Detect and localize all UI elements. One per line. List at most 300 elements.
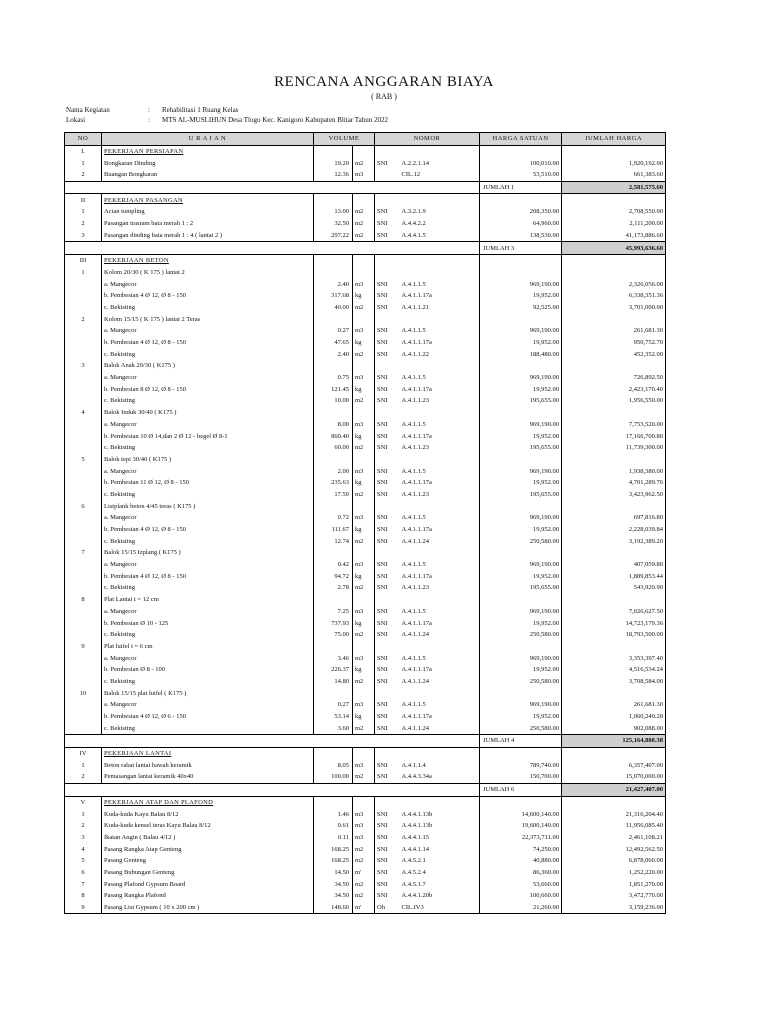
cell-no: 2 xyxy=(65,169,102,181)
cell-code xyxy=(375,267,400,279)
cell-no xyxy=(65,559,102,571)
cell-uraian: Kolom 15/15 ( K 175 ) lantai 2 Teras xyxy=(102,313,314,325)
cell-uraian: Ikatan Angin ( Balau 4/12 ) xyxy=(102,832,314,844)
subtotal-label: JUMLAH 4 xyxy=(480,735,562,748)
cell-unit: m' xyxy=(353,867,375,879)
cell-uraian: Buangan Bongkaran xyxy=(102,169,314,181)
cell-jumlah-harga: 7,026,627.50 xyxy=(562,606,666,618)
cell-harga-satuan: 969,190.00 xyxy=(480,372,562,384)
cell-uraian: a. Mangecor xyxy=(102,419,314,431)
cell-uraian: a. Mangecor xyxy=(102,465,314,477)
table-row xyxy=(65,512,666,524)
cell-volume: 8.00 xyxy=(314,419,353,431)
group-row xyxy=(65,313,666,325)
cell-volume: 14.80 xyxy=(314,676,353,688)
table-row xyxy=(65,878,666,890)
cell-harga-satuan: 19,952.00 xyxy=(480,524,562,536)
cell-code: SNI xyxy=(375,465,400,477)
page-subtitle: ( RAB ) xyxy=(371,92,397,101)
cell-uraian: Plat luifel t = 6 cm xyxy=(102,641,314,653)
cell-unit: m3 xyxy=(353,465,375,477)
cell-volume xyxy=(314,687,353,699)
cell-nomor xyxy=(400,594,480,606)
cell-uraian: Beton rabat lantai bawah keramik xyxy=(102,759,314,771)
cell-unit: kg xyxy=(353,383,375,395)
cell-unit: m2 xyxy=(353,771,375,783)
cell-volume: 168.25 xyxy=(314,843,353,855)
cell-unit: m3 xyxy=(353,820,375,832)
subtotal-value: 21,427,407.00 xyxy=(562,783,666,796)
cell-harga-satuan: 74,250.00 xyxy=(480,843,562,855)
table-row xyxy=(65,430,666,442)
cell-uraian: a. Mangecor xyxy=(102,652,314,664)
cell-uraian: PEKERJAAN BETON xyxy=(102,254,314,266)
cell-jumlah-harga xyxy=(562,500,666,512)
cell-harga-satuan: 969,190.00 xyxy=(480,606,562,618)
cell-no: 7 xyxy=(65,547,102,559)
cell-code xyxy=(375,547,400,559)
meta-kegiatan xyxy=(66,106,238,114)
cell-no: 4 xyxy=(65,843,102,855)
cell-unit: kg xyxy=(353,570,375,582)
cell-harga-satuan: 40,880.00 xyxy=(480,855,562,867)
cell-code xyxy=(375,313,400,325)
cell-jumlah-harga: 6,357,407.00 xyxy=(562,759,666,771)
cell-unit: m3 xyxy=(353,606,375,618)
cell-jumlah-harga: 3,353,397.40 xyxy=(562,652,666,664)
table-row xyxy=(65,559,666,571)
cell-code: SNI xyxy=(375,512,400,524)
cell-harga-satuan: 150,700.00 xyxy=(480,771,562,783)
cell-nomor: A.4.4.1.20b xyxy=(400,890,480,902)
cell-no: 9 xyxy=(65,641,102,653)
cell-code: SNI xyxy=(375,699,400,711)
cell-unit xyxy=(353,500,375,512)
table-row xyxy=(65,489,666,501)
cell-unit xyxy=(353,454,375,466)
cell-code: SNI xyxy=(375,535,400,547)
cell-uraian: a. Mangecor xyxy=(102,512,314,524)
cell-nomor xyxy=(400,796,480,808)
cell-volume: 226.37 xyxy=(314,664,353,676)
cell-jumlah-harga: 1,956,550.00 xyxy=(562,395,666,407)
cell-volume xyxy=(314,796,353,808)
cell-no: 2 xyxy=(65,218,102,230)
cell-harga-satuan: 789,740.00 xyxy=(480,759,562,771)
cell-uraian: a. Mangecor xyxy=(102,559,314,571)
cell-uraian: Listplank beton 4/45 teras ( K175 ) xyxy=(102,500,314,512)
cell-jumlah-harga: 3,192,389.20 xyxy=(562,535,666,547)
cell-unit: m3 xyxy=(353,832,375,844)
cell-harga-satuan: 19,952.00 xyxy=(480,430,562,442)
cell-code: SNI xyxy=(375,606,400,618)
cell-code xyxy=(375,360,400,372)
table-row xyxy=(65,524,666,536)
meta-lokasi-label: Lokasi xyxy=(66,116,86,124)
table-row xyxy=(65,711,666,723)
cell-jumlah-harga: 2,111,200.00 xyxy=(562,218,666,230)
cell-no: 1 xyxy=(65,808,102,820)
cell-jumlah-harga xyxy=(562,267,666,279)
cell-jumlah-harga: 6,338,351.36 xyxy=(562,290,666,302)
subtotal-spacer xyxy=(65,735,480,748)
cell-no xyxy=(65,477,102,489)
cell-uraian: Plat Lantai t = 12 cm xyxy=(102,594,314,606)
cell-volume xyxy=(314,594,353,606)
cell-harga-satuan xyxy=(480,254,562,266)
cell-no: 1 xyxy=(65,206,102,218)
cell-harga-satuan: 19,952.00 xyxy=(480,290,562,302)
cell-jumlah-harga: 18,793,500.00 xyxy=(562,629,666,641)
table-row xyxy=(65,535,666,547)
cell-code: SNI xyxy=(375,890,400,902)
cell-nomor: A.4.4.3.34a xyxy=(400,771,480,783)
cell-nomor: A.4.1.1.17a xyxy=(400,711,480,723)
cell-jumlah-harga: 11,956,085.40 xyxy=(562,820,666,832)
cell-nomor: A.4.1.1.21 xyxy=(400,302,480,314)
cell-code: SNI xyxy=(375,489,400,501)
cell-harga-satuan: 969,190.00 xyxy=(480,465,562,477)
cell-volume: 100.00 xyxy=(314,771,353,783)
cell-no xyxy=(65,570,102,582)
subtotal-row xyxy=(65,783,666,796)
cell-code: SNI xyxy=(375,477,400,489)
cell-no: 2 xyxy=(65,313,102,325)
cell-volume: 12.36 xyxy=(314,169,353,181)
cell-volume: 2.40 xyxy=(314,278,353,290)
cell-harga-satuan: 19,600,140.00 xyxy=(480,820,562,832)
cell-jumlah-harga: 1,851,270.00 xyxy=(562,878,666,890)
cell-harga-satuan: 53,510.00 xyxy=(480,169,562,181)
cell-jumlah-harga: 2,423,170.40 xyxy=(562,383,666,395)
cell-code: SNI xyxy=(375,559,400,571)
table-row xyxy=(65,676,666,688)
cell-harga-satuan: 92,525.00 xyxy=(480,302,562,314)
table-row xyxy=(65,230,666,242)
cell-unit: m3 xyxy=(353,325,375,337)
cell-volume: 13.00 xyxy=(314,206,353,218)
cell-uraian: c. Bekisting xyxy=(102,302,314,314)
cell-volume: 0.75 xyxy=(314,372,353,384)
cell-code: SNI xyxy=(375,570,400,582)
cell-jumlah-harga xyxy=(562,641,666,653)
table-row xyxy=(65,419,666,431)
cell-nomor: A.4.1.1.5 xyxy=(400,559,480,571)
cell-nomor: A.4.1.1.24 xyxy=(400,676,480,688)
cell-nomor: A.4.1.1.23 xyxy=(400,489,480,501)
cell-volume: 3.60 xyxy=(314,722,353,734)
cell-code xyxy=(375,747,400,759)
cell-no xyxy=(65,395,102,407)
cell-nomor: A.4.1.1.5 xyxy=(400,465,480,477)
table-row xyxy=(65,843,666,855)
group-row xyxy=(65,454,666,466)
cell-unit: m2 xyxy=(353,878,375,890)
cell-unit xyxy=(353,747,375,759)
cell-jumlah-harga xyxy=(562,687,666,699)
cell-nomor: A.4.4.1.14 xyxy=(400,843,480,855)
cell-code: SNI xyxy=(375,348,400,360)
cell-no: 8 xyxy=(65,594,102,606)
cell-harga-satuan: 19,952.00 xyxy=(480,337,562,349)
cell-uraian: Balok 15/15 Izplang ( K175 ) xyxy=(102,547,314,559)
cell-volume: 3.46 xyxy=(314,652,353,664)
cell-harga-satuan: 14,600,140.00 xyxy=(480,808,562,820)
table-row xyxy=(65,477,666,489)
cell-volume xyxy=(314,194,353,206)
cell-volume: 148.60 xyxy=(314,902,353,914)
cell-nomor xyxy=(400,360,480,372)
meta-kegiatan-label: Nama Kegiatan xyxy=(66,106,110,114)
table-row xyxy=(65,664,666,676)
cell-jumlah-harga: 12,492,562.50 xyxy=(562,843,666,855)
meta-lokasi xyxy=(66,116,388,124)
cell-jumlah-harga: 1,920,192.00 xyxy=(562,157,666,169)
cell-uraian: b. Pembesian 4 Ø 12, Ø 8 - 150 xyxy=(102,337,314,349)
cell-uraian: PEKERJAAN PASANGAN xyxy=(102,194,314,206)
header-harga-satuan: HARGA SATUAN xyxy=(480,133,562,146)
cell-uraian: Acian tumpling xyxy=(102,206,314,218)
cell-uraian: Balok tepi 30/40 ( K175 ) xyxy=(102,454,314,466)
cell-no: 1 xyxy=(65,267,102,279)
cell-unit: m2 xyxy=(353,302,375,314)
cell-unit: m3 xyxy=(353,808,375,820)
cell-no xyxy=(65,383,102,395)
section-row xyxy=(65,194,666,206)
table-row xyxy=(65,582,666,594)
cell-harga-satuan: 188,480.00 xyxy=(480,348,562,360)
cell-jumlah-harga xyxy=(562,594,666,606)
cell-volume: 94.72 xyxy=(314,570,353,582)
cell-no xyxy=(65,290,102,302)
cell-uraian: Pasang Bubungan Genteng xyxy=(102,867,314,879)
cell-nomor xyxy=(400,641,480,653)
cell-jumlah-harga xyxy=(562,313,666,325)
cell-harga-satuan xyxy=(480,500,562,512)
cell-jumlah-harga xyxy=(562,547,666,559)
cell-nomor: A.4.1.1.24 xyxy=(400,722,480,734)
cell-nomor: A.4.1.1.5 xyxy=(400,606,480,618)
cell-unit: m3 xyxy=(353,652,375,664)
table-row xyxy=(65,372,666,384)
cell-volume: 47.65 xyxy=(314,337,353,349)
subtotal-value: 125,164,880.38 xyxy=(562,735,666,748)
cell-harga-satuan: 19,952.00 xyxy=(480,570,562,582)
cell-uraian: c. Bekisting xyxy=(102,676,314,688)
cell-harga-satuan: 969,190.00 xyxy=(480,699,562,711)
table-row xyxy=(65,832,666,844)
cell-volume: 8.05 xyxy=(314,759,353,771)
table-row xyxy=(65,465,666,477)
cell-harga-satuan xyxy=(480,641,562,653)
cell-unit: kg xyxy=(353,617,375,629)
cell-volume: 19.20 xyxy=(314,157,353,169)
cell-volume: 40.00 xyxy=(314,302,353,314)
cell-nomor: A.4.1.1.5 xyxy=(400,699,480,711)
cell-no xyxy=(65,606,102,618)
cell-jumlah-harga xyxy=(562,796,666,808)
cell-no xyxy=(65,582,102,594)
cell-uraian: PEKERJAAN LANTAI xyxy=(102,747,314,759)
cell-unit xyxy=(353,313,375,325)
cell-nomor: A.4.1.1.23 xyxy=(400,582,480,594)
cell-unit: kg xyxy=(353,290,375,302)
cell-volume xyxy=(314,254,353,266)
cell-volume xyxy=(314,500,353,512)
meta-separator: : xyxy=(148,106,150,114)
cell-volume xyxy=(314,360,353,372)
cell-jumlah-harga: 7,753,520.00 xyxy=(562,419,666,431)
cell-code: SNI xyxy=(375,843,400,855)
cell-volume: 32.50 xyxy=(314,218,353,230)
cell-jumlah-harga xyxy=(562,254,666,266)
cell-harga-satuan: 53,660.00 xyxy=(480,878,562,890)
cell-harga-satuan: 100,660.00 xyxy=(480,890,562,902)
cell-volume xyxy=(314,267,353,279)
cell-unit xyxy=(353,254,375,266)
section-row xyxy=(65,254,666,266)
cell-nomor xyxy=(400,145,480,157)
cell-no: III xyxy=(65,254,102,266)
cell-jumlah-harga: 950,752.70 xyxy=(562,337,666,349)
cell-jumlah-harga: 2,461,108.21 xyxy=(562,832,666,844)
table-row xyxy=(65,771,666,783)
cell-uraian: Pasang Rangka Plafond xyxy=(102,890,314,902)
table-row xyxy=(65,902,666,914)
group-row xyxy=(65,500,666,512)
table-row xyxy=(65,290,666,302)
cell-code: SNI xyxy=(375,419,400,431)
cell-volume: 860.40 xyxy=(314,430,353,442)
cell-no: 5 xyxy=(65,855,102,867)
table-row xyxy=(65,617,666,629)
cell-uraian: Bongkaran Dinding xyxy=(102,157,314,169)
cell-harga-satuan xyxy=(480,796,562,808)
cell-code: SNI xyxy=(375,711,400,723)
cell-nomor: A.4.1.1.5 xyxy=(400,419,480,431)
cell-nomor: A.4.1.1.17a xyxy=(400,617,480,629)
cell-jumlah-harga: 3,472,770.00 xyxy=(562,890,666,902)
cell-nomor: A.4.4.1.13b xyxy=(400,820,480,832)
cell-no: 9 xyxy=(65,902,102,914)
cell-jumlah-harga: 2,228,039.84 xyxy=(562,524,666,536)
cell-harga-satuan: 86,360.00 xyxy=(480,867,562,879)
cell-nomor: A.4.1.1.5 xyxy=(400,278,480,290)
cell-unit: m2 xyxy=(353,348,375,360)
cell-unit xyxy=(353,267,375,279)
cell-code: SNI xyxy=(375,722,400,734)
cell-nomor: A.4.1.1.23 xyxy=(400,395,480,407)
cell-nomor: A.4.1.1.4 xyxy=(400,759,480,771)
cell-harga-satuan xyxy=(480,454,562,466)
cell-code xyxy=(375,796,400,808)
cell-nomor: A.4.4.1.13b xyxy=(400,808,480,820)
cell-unit xyxy=(353,547,375,559)
cell-unit: m2 xyxy=(353,489,375,501)
cell-uraian: b. Pembesian 4 Ø 12, Ø 8 - 150 xyxy=(102,290,314,302)
cell-volume: 12.74 xyxy=(314,535,353,547)
cell-volume xyxy=(314,747,353,759)
cell-jumlah-harga: 3,159,236.00 xyxy=(562,902,666,914)
cell-unit: m2 xyxy=(353,157,375,169)
cell-no xyxy=(65,617,102,629)
cell-volume: 317.68 xyxy=(314,290,353,302)
cell-uraian: c. Bekisting xyxy=(102,395,314,407)
cell-volume: 0.11 xyxy=(314,832,353,844)
header-jumlah-harga: JUMLAH HARGA xyxy=(562,133,666,146)
cell-nomor: A.4.1.1.17a xyxy=(400,383,480,395)
group-row xyxy=(65,407,666,419)
cell-no: IV xyxy=(65,747,102,759)
table-row xyxy=(65,699,666,711)
header-uraian: U R A I A N xyxy=(102,133,314,146)
cell-no: 10 xyxy=(65,687,102,699)
cell-harga-satuan: 208,350.00 xyxy=(480,206,562,218)
cell-volume: 14.50 xyxy=(314,867,353,879)
subtotal-row xyxy=(65,242,666,255)
cell-uraian: b. Pembesian Ø 10 - 125 xyxy=(102,617,314,629)
cell-volume: 737.93 xyxy=(314,617,353,629)
cell-jumlah-harga: 41,173,886.60 xyxy=(562,230,666,242)
cell-nomor xyxy=(400,454,480,466)
cell-harga-satuan: 195,655.00 xyxy=(480,395,562,407)
cell-no xyxy=(65,676,102,688)
cell-nomor: A.2.2.1.14 xyxy=(400,157,480,169)
cell-unit: m2 xyxy=(353,722,375,734)
cell-volume: 34.50 xyxy=(314,878,353,890)
cell-jumlah-harga: 14,723,179.36 xyxy=(562,617,666,629)
cell-nomor: A.4.1.1.5 xyxy=(400,325,480,337)
cell-no xyxy=(65,722,102,734)
cell-code: SNI xyxy=(375,218,400,230)
cell-jumlah-harga: 726,892.50 xyxy=(562,372,666,384)
cell-code: SNI xyxy=(375,759,400,771)
cell-jumlah-harga: 3,708,584.00 xyxy=(562,676,666,688)
cell-code: SNI xyxy=(375,855,400,867)
cell-jumlah-harga: 1,889,853.44 xyxy=(562,570,666,582)
cell-nomor: A.4.1.1.17a xyxy=(400,570,480,582)
cell-no: 6 xyxy=(65,867,102,879)
cell-nomor: A.4.1.1.17a xyxy=(400,664,480,676)
cell-volume: 0.27 xyxy=(314,699,353,711)
cell-unit: m2 xyxy=(353,206,375,218)
cell-unit: m2 xyxy=(353,629,375,641)
cell-jumlah-harga: 15,070,000.00 xyxy=(562,771,666,783)
cell-no: 5 xyxy=(65,454,102,466)
cell-unit: m2 xyxy=(353,890,375,902)
cell-jumlah-harga: 4,701,289.76 xyxy=(562,477,666,489)
cell-jumlah-harga xyxy=(562,194,666,206)
cell-no: I. xyxy=(65,145,102,157)
cell-volume: 297.22 xyxy=(314,230,353,242)
group-row xyxy=(65,641,666,653)
cell-harga-satuan xyxy=(480,747,562,759)
cell-no: 3 xyxy=(65,360,102,372)
cell-uraian: c. Bekisting xyxy=(102,535,314,547)
cell-no xyxy=(65,430,102,442)
cell-no xyxy=(65,325,102,337)
cell-harga-satuan xyxy=(480,313,562,325)
cell-nomor: A.4.5.2.1 xyxy=(400,855,480,867)
cell-unit: m2 xyxy=(353,676,375,688)
cell-harga-satuan: 100,010.00 xyxy=(480,157,562,169)
cell-unit: kg xyxy=(353,711,375,723)
rab-table xyxy=(64,132,666,914)
cell-no xyxy=(65,372,102,384)
cell-jumlah-harga: 4,516,534.24 xyxy=(562,664,666,676)
cell-nomor xyxy=(400,254,480,266)
cell-code: SNI xyxy=(375,878,400,890)
